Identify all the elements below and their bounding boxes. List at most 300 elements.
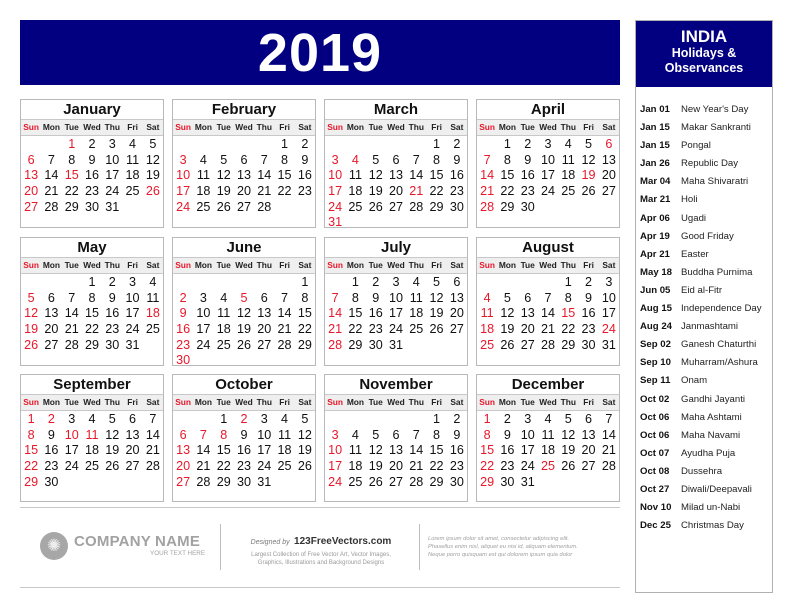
day-cell: 31 bbox=[257, 474, 272, 489]
day-cell: 1 bbox=[433, 137, 441, 151]
day-cell: 9 bbox=[585, 290, 593, 305]
day-cell: 8 bbox=[433, 152, 441, 167]
lorem-text bbox=[428, 535, 618, 559]
day-cell: 13 bbox=[581, 427, 596, 442]
day-grid bbox=[173, 411, 315, 490]
day-cell: 24 bbox=[196, 337, 211, 352]
weekday-label: Fri bbox=[279, 397, 290, 407]
weekday-label: Wed bbox=[83, 260, 101, 270]
weekday-label: Sun bbox=[479, 122, 496, 132]
weekday-label: Mon bbox=[194, 122, 213, 132]
holiday-date: Oct 06 bbox=[640, 429, 670, 441]
weekday-header bbox=[325, 120, 467, 136]
day-cell: 7 bbox=[412, 427, 420, 442]
holiday-name: Ugadi bbox=[681, 212, 707, 224]
day-cell: 24 bbox=[64, 459, 79, 474]
day-cell-holiday: 24 bbox=[601, 322, 616, 337]
day-cell-holiday: 7 bbox=[483, 152, 491, 167]
day-cell: 29 bbox=[64, 199, 79, 214]
day-cell-holiday: 16 bbox=[176, 322, 191, 337]
weekday-label: Sat bbox=[450, 260, 464, 270]
holiday-date: Apr 21 bbox=[640, 248, 670, 260]
day-cell: 17 bbox=[520, 443, 535, 458]
flower-emblem-icon: ✺ bbox=[40, 532, 68, 560]
day-cell: 26 bbox=[105, 459, 120, 474]
day-cell: 30 bbox=[449, 474, 464, 489]
empty-cell bbox=[173, 412, 193, 428]
day-cell: 23 bbox=[368, 322, 383, 337]
holiday-item bbox=[636, 481, 772, 499]
weekday-label: Fri bbox=[279, 260, 290, 270]
footer-separator-1 bbox=[220, 524, 221, 570]
day-grid bbox=[325, 274, 467, 353]
day-cell: 22 bbox=[348, 322, 363, 337]
day-cell: 29 bbox=[84, 337, 99, 352]
day-cell: 29 bbox=[429, 474, 444, 489]
day-cell: 1 bbox=[220, 412, 228, 426]
day-cell: 13 bbox=[520, 306, 535, 321]
weekday-header bbox=[173, 120, 315, 136]
day-cell: 25 bbox=[145, 322, 160, 337]
day-cell: 22 bbox=[64, 184, 79, 199]
day-cell: 5 bbox=[301, 412, 309, 426]
holiday-item bbox=[636, 445, 772, 463]
day-cell: 6 bbox=[260, 290, 268, 305]
holiday-name: Good Friday bbox=[681, 230, 734, 242]
day-cell: 17 bbox=[196, 322, 211, 337]
day-cell: 19 bbox=[216, 184, 231, 199]
day-cell: 28 bbox=[44, 199, 59, 214]
day-cell: 9 bbox=[372, 290, 380, 305]
day-cell-holiday: 21 bbox=[328, 322, 343, 337]
weekday-label: Sun bbox=[23, 122, 40, 132]
holiday-date: Oct 02 bbox=[640, 393, 670, 405]
day-cell-holiday: 21 bbox=[409, 184, 424, 199]
day-cell-holiday: 13 bbox=[24, 168, 39, 183]
weekday-label: Wed bbox=[539, 260, 557, 270]
day-cell: 2 bbox=[503, 412, 511, 426]
holiday-name: Gandhi Jayanti bbox=[681, 393, 745, 405]
day-cell: 8 bbox=[281, 152, 289, 167]
holiday-item bbox=[636, 246, 772, 264]
day-cell: 16 bbox=[449, 443, 464, 458]
day-cell: 11 bbox=[348, 168, 362, 183]
day-cell: 9 bbox=[453, 152, 461, 167]
day-cell: 18 bbox=[348, 184, 363, 199]
weekday-label: Sat bbox=[450, 122, 464, 132]
day-cell-holiday: 15 bbox=[64, 168, 79, 183]
day-cell: 31 bbox=[125, 337, 140, 352]
month-june bbox=[172, 237, 316, 366]
weekday-header bbox=[477, 258, 619, 274]
day-cell: 20 bbox=[581, 443, 596, 458]
weekday-label: Fri bbox=[583, 260, 594, 270]
weekday-label: Thu bbox=[256, 122, 272, 132]
day-cell-holiday: 17 bbox=[176, 184, 191, 199]
holiday-date: Nov 10 bbox=[640, 502, 672, 514]
holiday-date: Jan 15 bbox=[640, 122, 670, 134]
day-cell-holiday: 4 bbox=[483, 290, 491, 305]
weekday-label: Mon bbox=[346, 397, 365, 407]
day-cell-holiday: 12 bbox=[24, 306, 39, 321]
weekday-label: Tue bbox=[368, 122, 383, 132]
day-cell-holiday: 5 bbox=[27, 290, 35, 305]
day-cell: 2 bbox=[453, 137, 461, 151]
day-cell: 1 bbox=[301, 275, 309, 289]
day-cell: 11 bbox=[196, 168, 210, 183]
day-cell: 2 bbox=[453, 412, 461, 426]
holiday-date: Sep 02 bbox=[640, 339, 671, 351]
day-cell-holiday: 25 bbox=[540, 459, 555, 474]
day-cell: 16 bbox=[105, 306, 120, 321]
day-cell: 14 bbox=[196, 443, 211, 458]
holiday-name: Maha Navami bbox=[681, 429, 741, 441]
day-cell: 13 bbox=[257, 306, 272, 321]
day-cell-holiday: 4 bbox=[351, 152, 359, 167]
weekday-label: Sun bbox=[175, 122, 192, 132]
empty-cell bbox=[366, 412, 386, 428]
holiday-item bbox=[636, 499, 772, 517]
weekday-label: Thu bbox=[560, 397, 576, 407]
weekday-header bbox=[173, 395, 315, 411]
weekday-label: Sun bbox=[327, 397, 344, 407]
empty-cell bbox=[406, 412, 426, 428]
day-cell: 22 bbox=[84, 322, 99, 337]
month-september bbox=[20, 374, 164, 502]
day-cell: 11 bbox=[541, 427, 555, 442]
day-cell: 13 bbox=[388, 168, 403, 183]
day-cell: 10 bbox=[257, 427, 272, 442]
day-cell: 7 bbox=[544, 290, 552, 305]
day-cell-holiday: 2 bbox=[47, 412, 55, 426]
weekday-label: Sat bbox=[298, 397, 312, 407]
holiday-date: Jun 05 bbox=[640, 284, 671, 296]
weekday-label: Sat bbox=[450, 397, 464, 407]
day-cell-holiday: 15 bbox=[561, 306, 576, 321]
holiday-item bbox=[636, 137, 772, 155]
weekday-label: Thu bbox=[104, 397, 120, 407]
day-cell-holiday: 10 bbox=[328, 443, 343, 458]
month-name: June bbox=[173, 238, 315, 258]
day-cell: 5 bbox=[372, 427, 380, 442]
day-cell: 27 bbox=[236, 199, 251, 214]
weekday-label: Tue bbox=[64, 397, 79, 407]
empty-cell bbox=[41, 137, 61, 153]
holiday-item bbox=[636, 101, 772, 119]
day-cell: 3 bbox=[199, 290, 207, 305]
footer-separator-2 bbox=[419, 524, 420, 570]
day-cell-holiday: 3 bbox=[331, 427, 339, 442]
day-cell: 9 bbox=[453, 427, 461, 442]
day-cell: 11 bbox=[278, 427, 292, 442]
weekday-label: Tue bbox=[64, 260, 79, 270]
day-cell: 24 bbox=[257, 459, 272, 474]
day-cell: 14 bbox=[409, 168, 424, 183]
weekday-header bbox=[21, 120, 163, 136]
empty-cell bbox=[214, 137, 234, 153]
day-cell: 4 bbox=[544, 412, 552, 426]
weekday-label: Tue bbox=[64, 122, 79, 132]
panel-subtitle-1: Holidays & bbox=[671, 46, 737, 60]
holiday-name: Janmashtami bbox=[681, 321, 739, 333]
weekday-label: Wed bbox=[83, 397, 101, 407]
day-cell-holiday: 19 bbox=[24, 322, 39, 337]
day-cell: 27 bbox=[125, 459, 140, 474]
day-cell: 14 bbox=[601, 427, 616, 442]
day-cell: 3 bbox=[392, 275, 400, 289]
empty-cell bbox=[477, 137, 497, 153]
day-cell-holiday: 31 bbox=[328, 215, 343, 230]
designed-by-block bbox=[230, 531, 412, 567]
designed-by-label: Designed by bbox=[250, 539, 290, 546]
day-cell: 26 bbox=[500, 337, 515, 352]
day-cell: 28 bbox=[257, 199, 272, 214]
day-cell: 2 bbox=[372, 275, 380, 289]
weekday-label: Sat bbox=[146, 397, 160, 407]
day-cell: 8 bbox=[564, 290, 572, 305]
day-grid bbox=[21, 411, 163, 490]
day-cell: 4 bbox=[149, 275, 157, 289]
panel-subtitle-2: Observances bbox=[664, 61, 744, 75]
holiday-date: Aug 15 bbox=[640, 303, 672, 315]
day-cell: 18 bbox=[409, 306, 424, 321]
day-cell: 25 bbox=[125, 184, 140, 199]
footer-top-divider bbox=[20, 507, 620, 508]
holiday-item bbox=[636, 300, 772, 318]
day-cell: 21 bbox=[64, 322, 79, 337]
day-cell: 26 bbox=[236, 337, 251, 352]
weekday-label: Tue bbox=[368, 397, 383, 407]
day-cell: 12 bbox=[561, 427, 576, 442]
empty-cell bbox=[41, 275, 61, 291]
day-cell: 26 bbox=[368, 474, 383, 489]
day-cell: 18 bbox=[561, 168, 576, 183]
day-cell: 5 bbox=[433, 275, 441, 289]
holiday-item bbox=[636, 228, 772, 246]
month-name: November bbox=[325, 375, 467, 395]
holiday-date: Jan 26 bbox=[640, 158, 670, 170]
day-cell: 12 bbox=[145, 152, 160, 167]
day-cell-holiday: 8 bbox=[483, 427, 491, 442]
empty-cell bbox=[173, 275, 193, 291]
day-cell: 24 bbox=[125, 322, 140, 337]
day-cell: 15 bbox=[277, 168, 292, 183]
day-cell-holiday: 3 bbox=[179, 152, 187, 167]
day-cell: 29 bbox=[429, 199, 444, 214]
weekday-label: Thu bbox=[408, 397, 424, 407]
empty-cell bbox=[366, 137, 386, 153]
day-cell: 6 bbox=[453, 275, 461, 289]
holiday-name: Onam bbox=[681, 375, 708, 387]
holiday-item bbox=[636, 318, 772, 336]
day-cell: 24 bbox=[540, 184, 555, 199]
holiday-item bbox=[636, 191, 772, 209]
day-grid bbox=[477, 136, 619, 215]
day-cell-holiday: 15 bbox=[480, 443, 495, 458]
day-cell: 2 bbox=[301, 137, 309, 151]
day-cell: 5 bbox=[149, 137, 157, 151]
day-cell: 9 bbox=[240, 427, 248, 442]
day-cell: 28 bbox=[196, 474, 211, 489]
day-cell: 10 bbox=[125, 290, 140, 305]
empty-cell bbox=[254, 275, 274, 291]
day-cell: 12 bbox=[236, 306, 251, 321]
holiday-date: Oct 06 bbox=[640, 411, 670, 423]
day-cell: 7 bbox=[149, 412, 157, 426]
weekday-label: Sat bbox=[602, 122, 616, 132]
day-cell: 13 bbox=[125, 427, 140, 442]
holiday-name: Eid al-Fitr bbox=[681, 284, 723, 296]
holiday-name: Buddha Purnima bbox=[681, 266, 753, 278]
weekday-label: Wed bbox=[235, 260, 253, 270]
day-cell: 4 bbox=[564, 137, 572, 151]
day-cell: 18 bbox=[84, 443, 99, 458]
day-cell: 22 bbox=[500, 184, 515, 199]
weekday-label: Thu bbox=[560, 122, 576, 132]
day-cell: 1 bbox=[88, 275, 96, 289]
day-cell: 28 bbox=[409, 474, 424, 489]
day-cell: 25 bbox=[216, 337, 231, 352]
day-cell-holiday: 14 bbox=[328, 306, 343, 321]
day-cell: 6 bbox=[392, 152, 400, 167]
day-cell-holiday: 2 bbox=[179, 290, 187, 305]
day-cell-holiday: 6 bbox=[27, 152, 35, 167]
day-cell: 3 bbox=[260, 412, 268, 426]
day-cell: 31 bbox=[388, 337, 403, 352]
day-cell: 25 bbox=[409, 322, 424, 337]
day-cell: 18 bbox=[277, 443, 292, 458]
holiday-name: Independence Day bbox=[681, 303, 762, 315]
day-cell-holiday: 13 bbox=[176, 443, 191, 458]
day-cell: 26 bbox=[216, 199, 231, 214]
country-title: INDIA bbox=[680, 27, 728, 46]
day-cell: 20 bbox=[388, 459, 403, 474]
day-cell-holiday: 17 bbox=[328, 459, 343, 474]
day-cell: 21 bbox=[409, 459, 424, 474]
day-cell: 1 bbox=[503, 137, 511, 151]
weekday-label: Thu bbox=[408, 122, 424, 132]
weekday-label: Wed bbox=[539, 397, 557, 407]
day-cell: 23 bbox=[520, 184, 535, 199]
month-name: July bbox=[325, 238, 467, 258]
weekday-label: Fri bbox=[127, 397, 138, 407]
holiday-item bbox=[636, 354, 772, 372]
day-cell: 7 bbox=[605, 412, 613, 426]
designer-site: 123FreeVectors.com bbox=[294, 536, 392, 547]
day-cell: 21 bbox=[257, 184, 272, 199]
day-cell-holiday: 2 bbox=[240, 412, 248, 426]
day-cell: 6 bbox=[585, 412, 593, 426]
day-cell: 14 bbox=[145, 427, 160, 442]
day-cell: 23 bbox=[500, 459, 515, 474]
holiday-date: Sep 10 bbox=[640, 357, 671, 369]
day-cell: 17 bbox=[388, 306, 403, 321]
day-cell-holiday: 3 bbox=[331, 152, 339, 167]
holiday-item bbox=[636, 282, 772, 300]
day-grid bbox=[21, 274, 163, 353]
day-cell: 18 bbox=[540, 443, 555, 458]
day-cell: 7 bbox=[412, 152, 420, 167]
weekday-label: Fri bbox=[127, 122, 138, 132]
empty-cell bbox=[21, 275, 41, 291]
day-cell: 7 bbox=[260, 152, 268, 167]
lorem-line-3: Neque porro quisquam est qui dolorem ipsum quia dolor bbox=[428, 552, 573, 558]
day-cell: 30 bbox=[520, 199, 535, 214]
day-cell: 1 bbox=[351, 275, 359, 289]
day-cell: 3 bbox=[108, 137, 116, 151]
day-cell: 22 bbox=[277, 184, 292, 199]
holiday-item bbox=[636, 427, 772, 445]
day-cell: 12 bbox=[297, 427, 312, 442]
weekday-label: Sun bbox=[175, 397, 192, 407]
day-cell: 18 bbox=[216, 322, 231, 337]
day-cell: 19 bbox=[236, 322, 251, 337]
holiday-name: Milad un-Nabi bbox=[681, 502, 741, 514]
day-cell: 4 bbox=[281, 412, 289, 426]
day-cell-holiday: 28 bbox=[480, 199, 495, 214]
day-cell: 5 bbox=[585, 137, 593, 151]
day-cell-holiday: 5 bbox=[240, 290, 248, 305]
day-cell: 27 bbox=[388, 474, 403, 489]
day-cell: 19 bbox=[368, 184, 383, 199]
holiday-date: Sep 11 bbox=[640, 375, 671, 387]
month-may bbox=[20, 237, 164, 366]
weekday-label: Mon bbox=[194, 397, 213, 407]
day-cell: 5 bbox=[503, 290, 511, 305]
day-cell-holiday: 24 bbox=[328, 474, 343, 489]
holiday-item bbox=[636, 210, 772, 228]
day-cell: 15 bbox=[429, 443, 444, 458]
holiday-name: Maha Ashtami bbox=[681, 411, 742, 423]
holiday-name: Makar Sankranti bbox=[681, 122, 751, 134]
day-cell: 18 bbox=[196, 184, 211, 199]
day-cell: 15 bbox=[348, 306, 363, 321]
month-august bbox=[476, 237, 620, 366]
day-cell: 9 bbox=[301, 152, 309, 167]
weekday-label: Fri bbox=[583, 397, 594, 407]
day-cell: 20 bbox=[388, 184, 403, 199]
day-cell: 22 bbox=[297, 322, 312, 337]
weekday-header bbox=[325, 258, 467, 274]
holiday-item bbox=[636, 372, 772, 390]
holiday-item bbox=[636, 155, 772, 173]
day-cell: 16 bbox=[368, 306, 383, 321]
day-cell: 21 bbox=[540, 322, 555, 337]
day-cell: 19 bbox=[368, 459, 383, 474]
day-cell: 8 bbox=[301, 290, 309, 305]
day-cell: 23 bbox=[84, 184, 99, 199]
day-cell: 1 bbox=[433, 412, 441, 426]
day-cell-holiday: 14 bbox=[480, 168, 495, 183]
day-cell: 12 bbox=[500, 306, 515, 321]
day-cell-holiday: 29 bbox=[480, 474, 495, 489]
day-cell: 16 bbox=[297, 168, 312, 183]
day-cell: 16 bbox=[449, 168, 464, 183]
weekday-header bbox=[477, 120, 619, 136]
day-cell-holiday: 30 bbox=[176, 353, 191, 368]
holiday-date: Oct 27 bbox=[640, 483, 670, 495]
holiday-date: Mar 04 bbox=[640, 176, 671, 188]
day-cell-holiday: 8 bbox=[220, 427, 228, 442]
weekday-label: Tue bbox=[216, 397, 231, 407]
weekday-label: Thu bbox=[560, 260, 576, 270]
day-cell: 25 bbox=[348, 474, 363, 489]
holiday-date: Jan 01 bbox=[640, 104, 670, 115]
day-cell: 29 bbox=[216, 474, 231, 489]
holiday-name: Maha Shivaratri bbox=[681, 176, 749, 188]
day-cell: 15 bbox=[429, 168, 444, 183]
day-cell: 23 bbox=[449, 459, 464, 474]
